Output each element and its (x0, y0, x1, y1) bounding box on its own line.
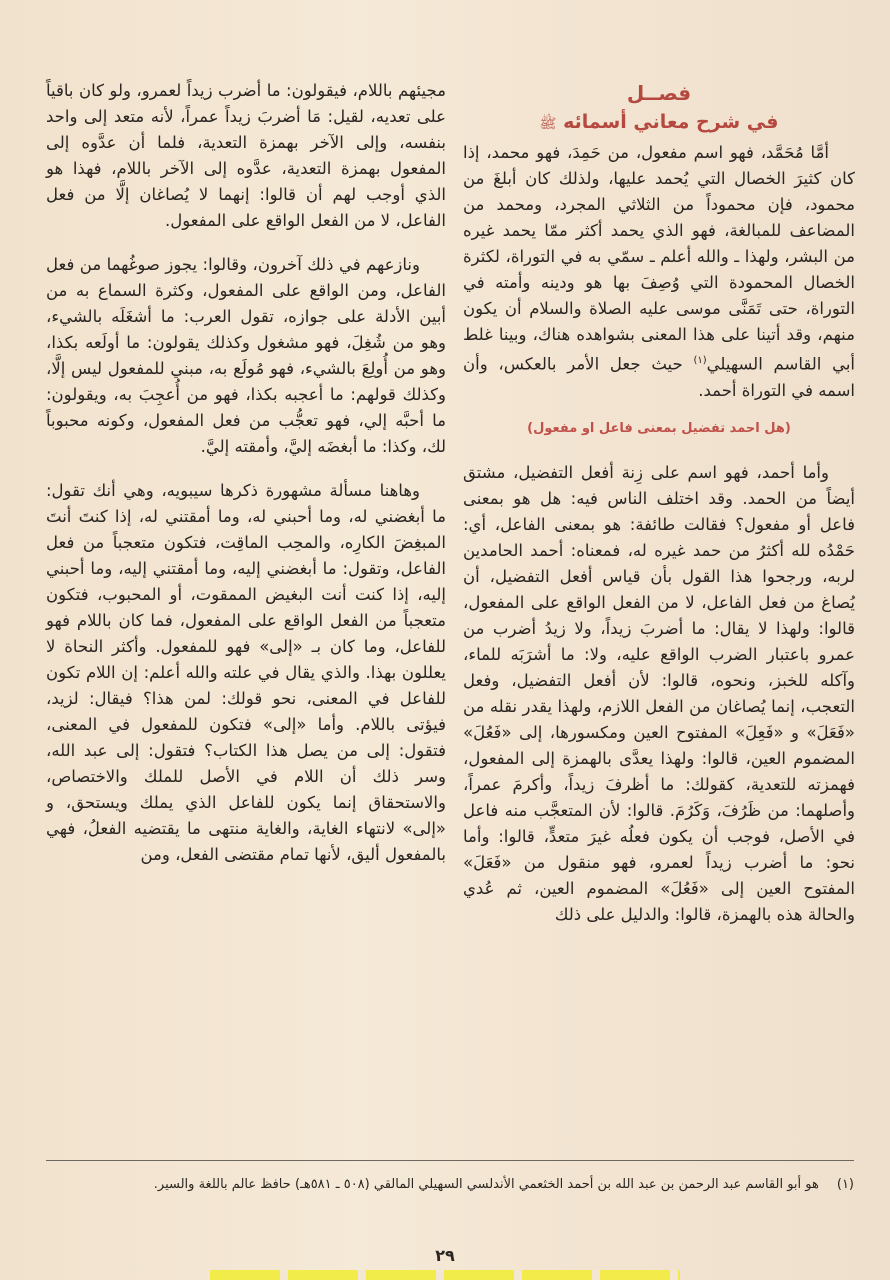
right-column (463, 78, 855, 928)
section-title: فصــل (626, 81, 692, 105)
paragraph-muhammad (463, 140, 855, 404)
footnote-divider (46, 1160, 854, 1161)
left-column (46, 78, 446, 868)
paragraph-muhammad-tail: حيث جعل الأمر بالعكس، وأن اسمه في التوراة أحمد. (463, 354, 855, 400)
footnote-text: هو أبو القاسم عبد الرحمن بن عبد الله بن أحمد الخثعمي الأندلسي السهيلي المالقي (٥٠٨ ـ ٥٨١هـ) حافظ عالم باللغة والسير. (153, 1177, 819, 1192)
footnote (46, 1172, 854, 1198)
page-number: ٢٩ (435, 1246, 455, 1265)
paragraph-dispute: ونازعهم في ذلك آخرون، وقالوا: يجوز صوغُهما من فعل الفاعل، ومن الواقع على المفعول، وكثرة السماع به من أبين الأدلة على جوازه، تقول العرب: ما أشغَلَه بالشيء، وهو من شُغِلَ، فهو مشغول وكذلك يقولون: ما أولَعه بكذا، وهو من أُولِعَ بالشيء، فهو مُولَع به، مبني للمفعول ليس إلَّا، وكذلك قولهم: ما أعجبه بكذا، فهو من أُعجِبَ به، ويقولون: ما أحبَّه إلي، فهو تعجُّب من فعل المفعول، وكونه محبوباً لك، وكذا: ما أبغضَه إليَّ، وأمقته إليَّ. (46, 255, 446, 456)
paragraph-continuation: مجيئهم باللام، فيقولون: ما أضرب زيداً لعمرو، ولو كان باقياً على تعديه، لقيل: مَا أضربَ زيداً عمراً، لأنه متعد إلى واحد بنفسه، وإلى الآخر بهمزة التعدية، فلما أن عدَّوه إلى المفعول بهمزة التعدية، عدَّوه إلى الآخر باللام، فهذا هو الذي أوجب لهم أن قالوا: إنهما لا يُصاغان إلَّا من فعل الفاعل، لا من الفعل الواقع على المفعول. (46, 81, 446, 230)
honorific-seal-icon: ﷺ (539, 116, 557, 132)
paragraph-ahmad: وأما أحمد، فهو اسم على زِنة أفعل التفضيل، مشتق أيضاً من الحمد. وقد اختلف الناس فيه: هل هو بمعنى فاعل أو مفعول؟ فقالت طائفة: هو بمعنى الفاعل، أي: حَمْدُه لله أكثرُ من حمد غيره له، فمعناه: أحمد الحامدين لربه، ورجحوا هذا القول بأن قياس أفعل التفضيل، أن يُصاغ من فعل الفاعل، لا من الفعل الواقع على المفعول، قالوا: ولهذا لا يقال: ما أضربَ زيداً، ولا زيدُ أضرب من عمرو باعتبار الضرب الواقع عليه، ولا: ما أشرَبَه للماء، وآكله للخبز، ونحوه، قالوا: لأن أفعل التفضيل، وفعل التعجب، إنما يُصاغان من الفعل اللازم، ولهذا يقدر نقله من «فَعَلَ» و «فَعِلَ» المفتوح العين ومكسورها، إلى «فَعُلَ» المضموم العين، قالوا: ولهذا يعدَّى بالهمزة إلى المفعول، فهمزته للتعدية، كقولك: ما أظرفَ زيداً، وأكرمَ عمراً، وأصلهما: من ظَرُفَ، وَكَرُمَ. قالوا: لأن المتعجَّب منه فاعل في الأصل، فوجب أن يكون فعلُه غيرَ متعدٍّ، قالوا: وأما نحو: ما أضرب زيداً لعمرو، فهو منقول من «فَعَلَ» المفتوح العين إلى «فَعُلَ» المضموم العين، ثم عُدي والحالة هذه بالهمزة، قالوا: والدليل على ذلك (463, 462, 855, 924)
paragraph-sibawayh: وهاهنا مسألة مشهورة ذكرها سيبويه، وهي أنك تقول: ما أبغضني له، وما أحبني له، وما أمقتني له، إذا كنتَ أنتَ المبغِضَ الكارِه، والمحِب الماقِت، فتكون متعجباً من فعل الفاعل، وتقول: ما أبغضني إليه، وما أمقتني إليه، وما أحبني إليه، إذا كنت أنت البغيض الممقوت، أو المحبوب، فتكون متعجباً من الفعل الواقع على المفعول، فما كان باللام فهو للفاعل، وما كان بـ «إلى» فهو للمفعول. وأكثر النحاة لا يعللون بهذا. والذي يقال في علته والله أعلم: إن اللام تكون للفاعل في المعنى، نحو قولك: لمن هذا؟ فيقال: لزيد، فيؤتى باللام. وأما «إلى» فتكون للمفعول في المعنى، فتقول: إلى من يصل هذا الكتاب؟ فتقول: إلى عبد الله، وسر ذلك أن اللام في الأصل للملك والاختصاص، والاستحقاق إنما يكون للفاعل الذي يملك ويستحق، و «إلى» لانتهاء الغاية، والغاية منتهى ما يقتضيه الفعلُ، فهي بالمفعول أليق، لأنها تمام مقتضى الفعل، ومن (46, 481, 446, 864)
highlight-band (210, 1270, 680, 1280)
paragraph-muhammad-text: أمَّا مُحَمَّد، فهو اسم مفعول، من حَمِدَ، فهو محمد، إذا كان كثيرَ الخصال التي يُحمد عليها، ولذلك كان أبلغَ من محمود، فإن محموداً من الثلاثي المجرد، ومحمد من المضاعف للمبالغة، فهو الذي يحمد أكثر ممّا يحمد غيره من البشر، ولهذا ـ والله أعلم ـ سمّي به في التوراة، لكثرة الخصال المحمودة التي وُصِفَ بها هو ودينه وأمته في التوراة، حتى تَمَنَّى موسى عليه الصلاة والسلام أن يكون منهم، وقد أتينا على هذا المعنى بشواهده هناك، وبينا غلط أبي القاسم السهيلي (463, 143, 856, 374)
section-subtitle-text: في شرح معاني أسمائه (563, 111, 779, 133)
subheading: (هل احمد تفضيل بمعنى فاعل او مفعول) (527, 420, 791, 436)
section-subtitle (463, 108, 855, 138)
footnote-reference[interactable]: (١) (693, 355, 707, 366)
footnote-number: (١) (836, 1177, 854, 1192)
